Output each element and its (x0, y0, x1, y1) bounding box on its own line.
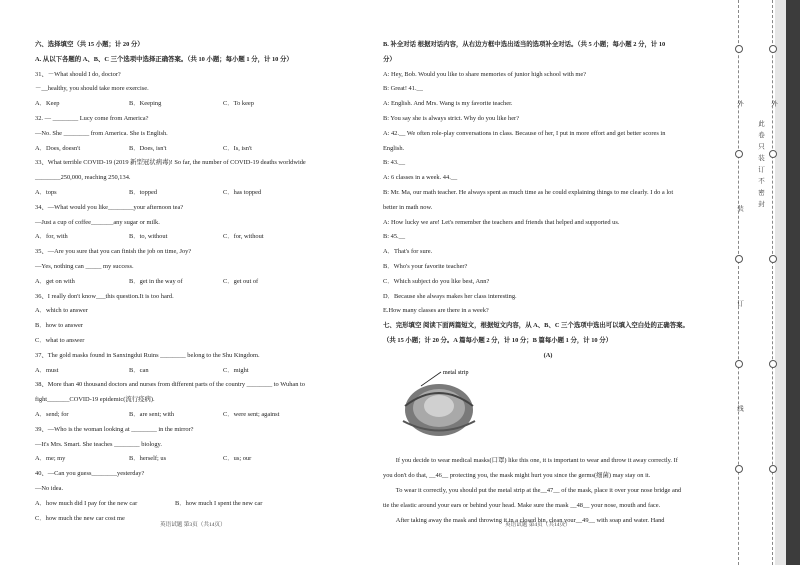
text-line: 40、—Can you guess________yesterday? (35, 470, 145, 478)
section-heading: B. 补全对话 根据对话内容，从右边方框中选出适当的选项补全对话。（共 5 小题；每小题 2 分，计 10 (383, 41, 666, 48)
mark-outer-3: 订 (736, 300, 743, 312)
text-line: ________250,000, reaching 250,134. (35, 174, 131, 182)
text-line: 39、—Who is the woman looking at ________ in the mirror? (35, 425, 194, 433)
answer-options (35, 97, 365, 112)
mark-inner-1: 外 (770, 100, 777, 112)
seal-notice: 此卷只装订不密封 (757, 120, 764, 212)
answer-options (35, 230, 365, 245)
text-line: —No idea. (35, 484, 64, 492)
text-line: 35、—Are you sure that you can finish the job on time, Joy? (35, 248, 192, 256)
binding-hole (769, 45, 777, 53)
section-heading: 七、完形填空 阅读下面两篇短文，根据短文内容，从 A、B、C 三个选项中选出可以填入空白处的正确答案。 (383, 322, 689, 330)
text-line: －__healthy, you should take more exercise. (35, 85, 149, 93)
answer-option: A．me; my (35, 455, 66, 463)
answer-option: A．tops (35, 188, 57, 196)
answer-options (35, 364, 365, 379)
answer-option: A．Keep (35, 100, 60, 108)
text-line: B: 43.__ (383, 159, 406, 167)
mark-outer-2: 装 (736, 205, 743, 217)
mark-outer-1: 外 (736, 100, 743, 112)
mark-outer-4: 线 (736, 405, 743, 417)
answer-option: A．must (35, 366, 59, 374)
cut-line-inner (772, 0, 773, 565)
answer-options (35, 497, 365, 512)
text-line: B．how to answer (35, 322, 83, 330)
text-line: A: 42.__ We often role-play conversations in class. Because of her, I put in more effort and get better scores in (383, 129, 666, 137)
page-footer-right: 英语试题 第4页（共14页） (505, 522, 571, 528)
left-column (35, 38, 365, 526)
text-line: A: Hey, Bob. Would you like to share memories of junior high school with me? (383, 70, 587, 78)
cut-line-outer (738, 0, 739, 565)
answer-option: B．are sent; with (129, 410, 175, 418)
answer-options (35, 142, 365, 157)
answer-option: A．send; for (35, 410, 69, 418)
text-line: A: How lucky we are! Let's remember the teachers and friends that helped and supported us. (383, 218, 620, 226)
section-heading: A. 从以下各题的 A、B、C 三个选项中选择正确答案。（共 10 小题；每小题 1 分，计 10 分） (35, 55, 293, 63)
answer-option: B．how much I spent the new car (175, 499, 263, 507)
answer-option: C．To keep (223, 100, 254, 108)
metal-strip-label: metal strip (443, 369, 469, 376)
text-line: C．Which subject do you like best, Ann? (383, 277, 490, 285)
answer-option: A．for, with (35, 233, 68, 241)
answer-option: C．might (223, 366, 249, 374)
binding-grey-band (775, 0, 786, 565)
binding-dark-band (786, 0, 800, 565)
binding-hole (735, 360, 743, 368)
section-heading: 六、选择填空（共 15 小题；计 20 分） (35, 41, 144, 48)
text-line: After taking away the mask and throwing it in a closed bin, clean your__49__ with soap and water. Hand (383, 516, 665, 524)
binding-hole (769, 255, 777, 263)
binding-hole (735, 465, 743, 473)
passage-label: (A) (543, 351, 553, 359)
text-line: 38、More than 40 thousand doctors and nurses from different parts of the country ________ to Wuhan to (35, 381, 305, 389)
answer-option: A．get on with (35, 277, 75, 285)
text-line: D．Because she always makes her class interesting. (383, 292, 517, 300)
answer-option: C．us; our (223, 455, 252, 463)
text-line: 34、—What would you like________your afternoon tea? (35, 203, 184, 211)
answer-option: A．Does, doesn't (35, 144, 81, 152)
text-line: —Just a cup of coffee_______any sugar or milk. (35, 218, 160, 226)
answer-option: A．how much did I pay for the new car (35, 499, 138, 507)
text-line: better in math now. (383, 203, 433, 211)
right-column (383, 38, 713, 528)
text-line: B: Mr. Ma, our math teacher. He always spent as much time as he could explaining things to me clearly. I do a lot (383, 188, 674, 196)
text-line: 31、－What should I do, doctor? (35, 70, 121, 78)
text-line: 33、What terrible COVID-19 (2019 新型冠状病毒)! So far, the number of COVID-19 deaths worldwide (35, 159, 306, 167)
text-line: B: 45.__ (383, 233, 406, 241)
answer-option: B．to, without (129, 233, 168, 241)
text-line: tie the elastic around your ears or behind your head. Make sure the mask __48__ your nose, mouth and face. (383, 501, 661, 509)
answer-option: B．Keeping (129, 100, 162, 108)
answer-options (35, 452, 365, 467)
binding-hole (735, 255, 743, 263)
text-line: 32. — ________ Lucy come from America? (35, 114, 149, 122)
answer-options (35, 275, 365, 290)
text-line: —No. She ________ from America. She is English. (35, 129, 168, 137)
text-line: C．how much the new car cost me (35, 514, 125, 522)
text-line: To wear it correctly, you should put the metal strip at the__47__ of the mask, place it over your nose bridge and (383, 486, 682, 494)
text-line: A．which to answer (35, 307, 88, 315)
answer-option: B．can (129, 366, 149, 374)
text-line: fight_______COVID-19 epidemic(流行疫病). (35, 396, 155, 404)
text-line: B．Who's your favorite teacher? (383, 262, 468, 270)
text-line: you don't do that, __46__ protecting you, the mask might hurt you since the germs(细菌) may stay on it. (383, 472, 651, 480)
text-line: 36、I really don't know___this question.It is too hard. (35, 292, 174, 300)
answer-option: C．get out of (223, 277, 259, 285)
answer-options (35, 186, 365, 201)
answer-option: B．topped (129, 188, 158, 196)
binding-hole (735, 150, 743, 158)
text-line: 37、The gold masks found in Sanxingdui Ruins ________ belong to the Shu Kingdom. (35, 351, 260, 359)
text-line: B: You say she is always strict. Why do you like her? (383, 114, 520, 122)
face-mask-illustration (391, 366, 491, 442)
text-line: —It's Mrs. Smart. She teaches ________ biology. (35, 440, 162, 448)
answer-options (35, 408, 365, 423)
section-heading: 分） (383, 55, 396, 63)
answer-option: C．for, without (223, 233, 264, 241)
text-line: A: 6 classes in a week. 44.__ (383, 174, 458, 182)
text-line: B: Great! 41.__ (383, 85, 423, 93)
text-line: C．what to answer (35, 336, 85, 344)
answer-option: C．were sent; against (223, 410, 280, 418)
text-line: If you decide to wear medical masks(口罩) like this one, it is important to wear and throw it away correctly. If (383, 457, 678, 465)
binding-strip (732, 0, 800, 565)
text-line: English. (383, 144, 405, 152)
answer-option: B．get in the way of (129, 277, 183, 285)
text-line: A．That's for sure. (383, 248, 433, 256)
answer-option: B．herself; us (129, 455, 167, 463)
section-heading: （共 15 小题；计 20 分。A 篇每小题 2 分，计 10 分；B 篇每小题 1 分，计 10 分） (383, 336, 612, 344)
binding-hole (769, 150, 777, 158)
text-line: —Yes, nothing can _____ my success. (35, 262, 134, 270)
page-footer-left: 英语试题 第3页（共14页） (160, 522, 226, 528)
answer-option: C．Is, isn't (223, 144, 252, 152)
binding-hole (769, 465, 777, 473)
binding-hole (769, 360, 777, 368)
answer-option: B．Does, isn't (129, 144, 167, 152)
text-line: A: English. And Mrs. Wang is my favorite teacher. (383, 100, 513, 108)
binding-hole (735, 45, 743, 53)
answer-option: C．has topped (223, 188, 262, 196)
text-line: E.How many classes are there in a week? (383, 307, 489, 315)
